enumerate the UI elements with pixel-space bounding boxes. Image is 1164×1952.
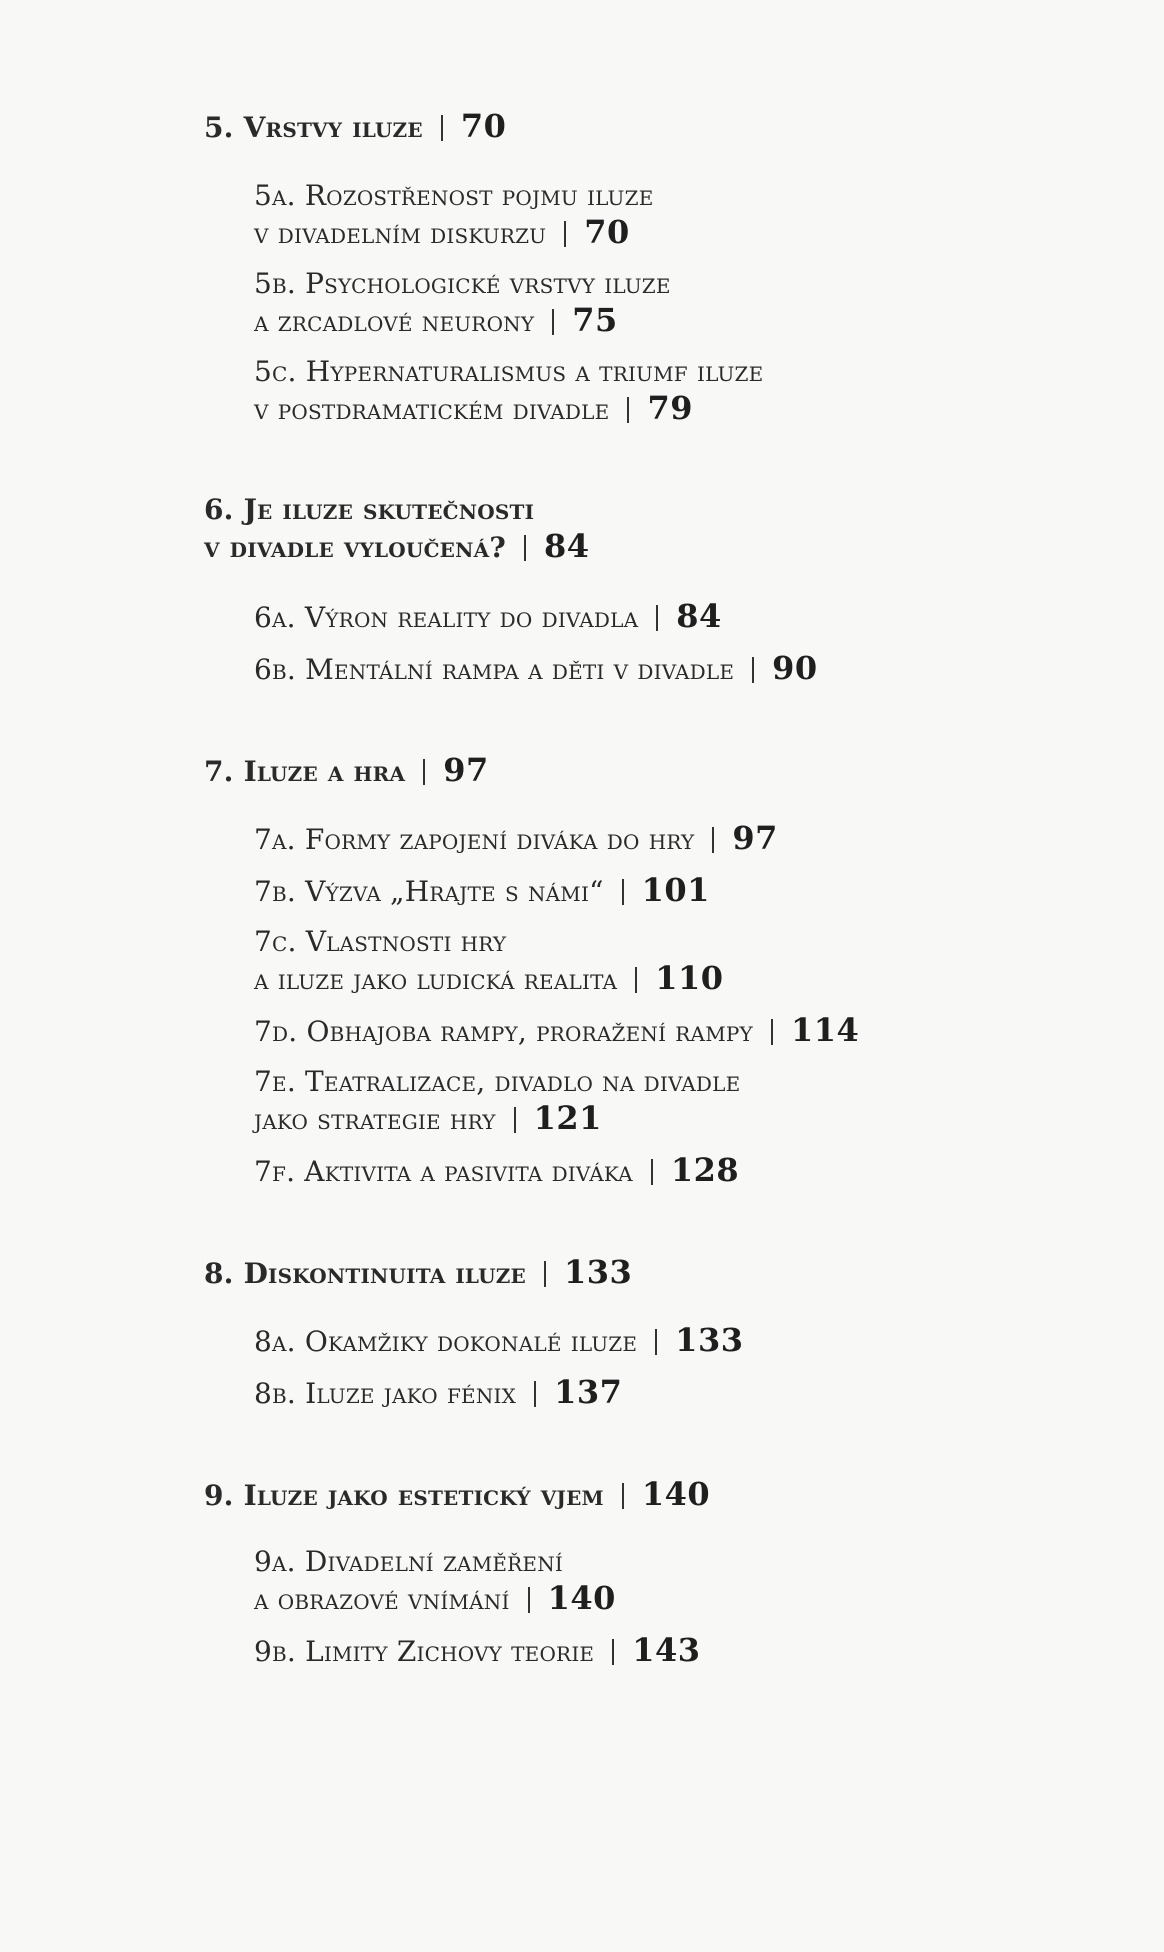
toc-entry-line [254, 598, 1104, 636]
page-number: 97 [732, 819, 778, 857]
separator [612, 1639, 614, 1665]
separator [441, 115, 443, 141]
entry-line-1: 5a. Rozostřenost pojmu iluze [254, 179, 654, 212]
page-number: 110 [655, 959, 724, 997]
entry-title: 8. Diskontinuita iluze [204, 1257, 526, 1290]
page-number: 101 [641, 871, 710, 909]
entry-line-1: 7c. Vlastnosti hry [254, 925, 507, 958]
toc-entry-line [254, 1374, 1104, 1412]
toc-section-7a[interactable] [254, 820, 1104, 858]
toc-section-5b[interactable] [254, 266, 1104, 340]
toc-entry-line [204, 108, 1104, 146]
toc-entry-line [204, 1476, 1104, 1514]
toc-section-7e[interactable] [254, 1064, 1104, 1138]
toc-entry-line [254, 650, 1104, 688]
entry-title: v divadelním diskurzu [254, 217, 547, 250]
separator [552, 309, 554, 335]
toc-section-7c[interactable] [254, 924, 1104, 998]
entry-line-2 [254, 1580, 1104, 1618]
toc-section-8b[interactable] [254, 1374, 1104, 1412]
entry-title: jako strategie hry [254, 1103, 496, 1136]
page-number: 128 [670, 1151, 740, 1189]
entry-title: 8b. Iluze jako fénix [254, 1377, 517, 1410]
page-number: 133 [675, 1321, 744, 1359]
page-number: 133 [564, 1253, 633, 1291]
page-number: 70 [460, 107, 507, 145]
entry-line-2 [254, 1100, 1104, 1138]
page-number: 79 [647, 389, 693, 427]
toc-section-6b[interactable] [254, 650, 1104, 688]
toc-section-7b[interactable] [254, 872, 1104, 910]
separator [524, 535, 526, 561]
entry-line-1: 6. Je iluze skutečnosti [204, 493, 535, 526]
toc-chapter-7[interactable] [204, 752, 1104, 790]
separator [752, 657, 754, 683]
toc-entry-line [254, 872, 1104, 910]
toc-entry-line [254, 1152, 1104, 1190]
entry-title: a zrcadlové neurony [254, 305, 535, 338]
entry-title: v postdramatickém divadle [254, 393, 610, 426]
entry-title: 7b. Výzva „Hrajte s námi“ [254, 875, 604, 908]
separator [627, 397, 629, 423]
page-number: 143 [632, 1631, 701, 1669]
toc-section-5a[interactable] [254, 178, 1104, 252]
entry-title: a obrazové vnímání [254, 1583, 510, 1616]
page-number: 140 [547, 1579, 616, 1617]
page-number: 140 [641, 1475, 711, 1513]
separator [651, 1159, 653, 1185]
page-number: 84 [543, 527, 590, 565]
separator [514, 1107, 516, 1133]
page-number: 137 [554, 1373, 623, 1411]
page-number: 70 [584, 213, 630, 251]
toc-section-7d[interactable] [254, 1012, 1104, 1050]
entry-title: 9b. Limity Zichovy teorie [254, 1635, 595, 1668]
toc-chapter-5[interactable] [204, 108, 1104, 146]
toc-entry-line [254, 820, 1104, 858]
entry-title: 5. Vrstvy iluze [204, 111, 423, 144]
separator [635, 967, 637, 993]
toc-entry-line [204, 1254, 1104, 1292]
separator [528, 1587, 530, 1613]
entry-line-2 [254, 302, 1104, 340]
entry-title: 8a. Okamžiky dokonalé iluze [254, 1325, 638, 1358]
separator [655, 1329, 657, 1355]
separator [534, 1381, 536, 1407]
toc-entry-line [254, 1322, 1104, 1360]
separator [712, 827, 714, 853]
toc-chapter-6[interactable] [204, 492, 1104, 566]
separator [622, 879, 624, 905]
page-number: 121 [533, 1099, 602, 1137]
page-number: 97 [443, 751, 489, 789]
entry-title: 9. Iluze jako estetický vjem [204, 1479, 604, 1512]
separator [423, 759, 425, 785]
toc-chapter-9[interactable] [204, 1476, 1104, 1514]
entry-title: v divadle vyloučená? [204, 531, 506, 564]
toc-entry-line [254, 1012, 1104, 1050]
toc-section-7f[interactable] [254, 1152, 1104, 1190]
entry-line-1: 9a. Divadelní zaměření [254, 1545, 564, 1578]
entry-title: 7d. Obhajoba rampy, proražení rampy [254, 1015, 753, 1048]
separator [544, 1261, 546, 1287]
entry-line-1: 7e. Teatralizace, divadlo na divadle [254, 1065, 741, 1098]
toc-section-9b[interactable] [254, 1632, 1104, 1670]
separator [622, 1483, 624, 1509]
toc-entry-line [254, 1632, 1104, 1670]
entry-title: 6a. Výron reality do divadla [254, 601, 639, 634]
page-number: 114 [790, 1011, 860, 1049]
toc-section-8a[interactable] [254, 1322, 1104, 1360]
toc-chapter-8[interactable] [204, 1254, 1104, 1292]
separator [656, 605, 658, 631]
entry-title: 7. Iluze a hra [204, 755, 406, 788]
separator [564, 221, 566, 247]
toc-section-6a[interactable] [254, 598, 1104, 636]
page-number: 84 [676, 597, 722, 635]
toc-entry-line [204, 752, 1104, 790]
page-number: 75 [572, 301, 618, 339]
entry-title: 7f. Aktivita a pasivita diváka [254, 1155, 633, 1188]
entry-title: 7a. Formy zapojení diváka do hry [254, 823, 695, 856]
entry-title: 6b. Mentální rampa a děti v divadle [254, 653, 735, 686]
page-number: 90 [772, 649, 818, 687]
entry-line-2 [254, 960, 1104, 998]
entry-line-2 [204, 528, 1104, 566]
toc-section-9a[interactable] [254, 1544, 1104, 1618]
separator [771, 1019, 773, 1045]
entry-line-2 [254, 390, 1104, 428]
entry-line-2 [254, 214, 1104, 252]
entry-line-1: 5b. Psychologické vrstvy iluze [254, 267, 671, 300]
entry-title: a iluze jako ludická realita [254, 963, 618, 996]
toc-section-5c[interactable] [254, 354, 1104, 428]
entry-line-1: 5c. Hypernaturalismus a triumf iluze [254, 355, 764, 388]
